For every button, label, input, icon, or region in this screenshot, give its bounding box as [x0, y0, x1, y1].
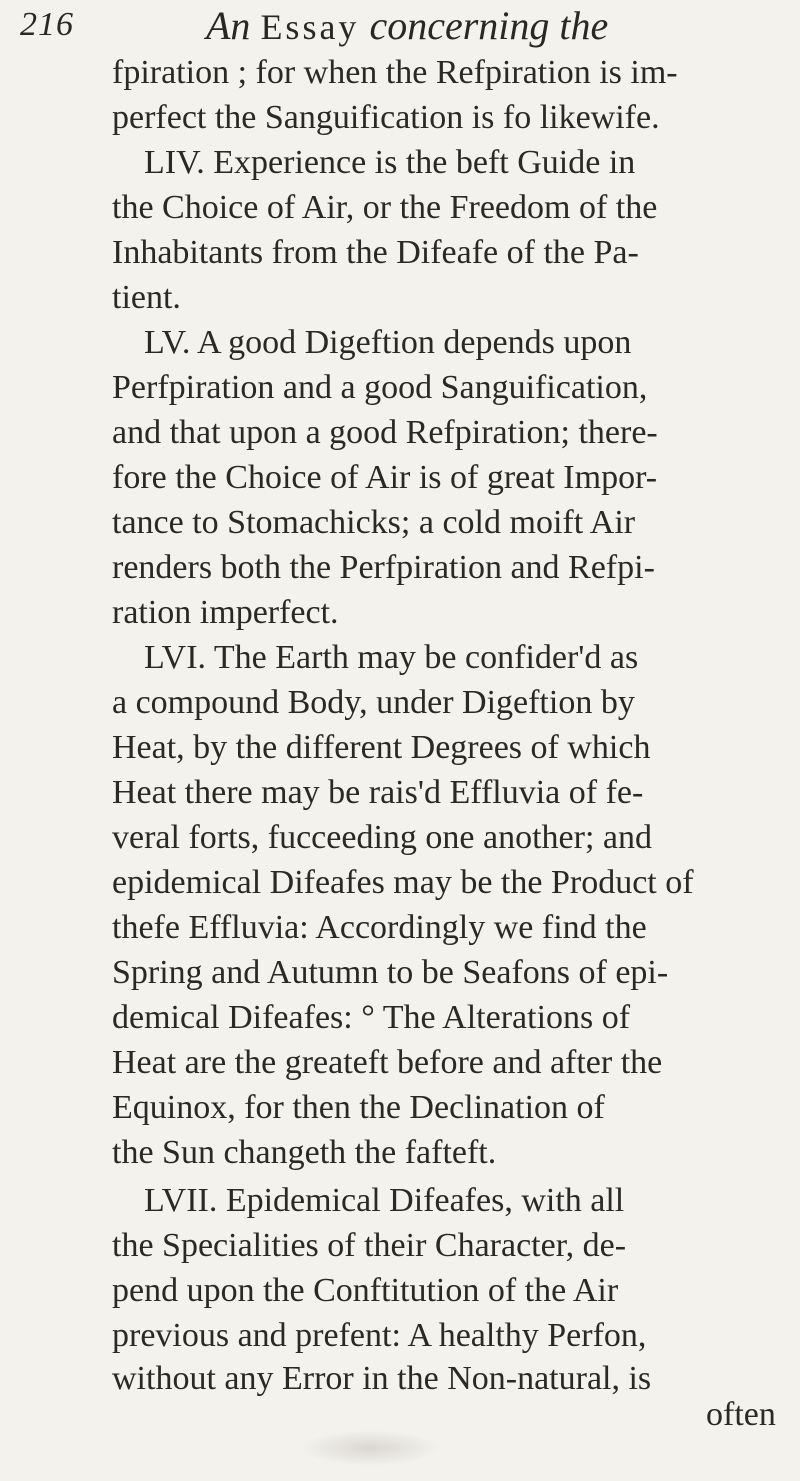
running-title — [206, 2, 608, 49]
text-line: LVII. Epidemical Difeafes, with all — [144, 1182, 625, 1219]
text-line: demical Difeafes: ° The Alterations of — [112, 999, 631, 1036]
text-line: the Sun changeth the fafteft. — [112, 1134, 497, 1171]
text-line: Heat are the greateft before and after the — [112, 1044, 663, 1081]
running-title-part-2: Essay — [260, 7, 360, 47]
text-line: fore the Choice of Air is of great Impor- — [112, 459, 658, 496]
text-line: without any Error in the Non-natural, is — [112, 1360, 652, 1397]
text-line: thefe Effluvia: Accordingly we find the — [112, 909, 647, 946]
text-line: veral forts, fucceeding one another; and — [112, 819, 652, 856]
text-line: perfect the Sanguification is fo likewife. — [112, 99, 660, 136]
text-line: renders both the Perfpiration and Refpi- — [112, 549, 655, 586]
text-line: ration imperfect. — [112, 594, 339, 631]
text-line: the Specialities of their Character, de- — [112, 1227, 627, 1264]
text-line: epidemical Difeafes may be the Product of — [112, 864, 694, 901]
text-line: Heat there may be rais'd Effluvia of fe- — [112, 774, 644, 811]
text-line: the Choice of Air, or the Freedom of the — [112, 189, 658, 226]
text-line: previous and prefent: A healthy Perfon, — [112, 1317, 647, 1354]
text-line: Inhabitants from the Difeafe of the Pa- — [112, 234, 639, 271]
text-line: LIV. Experience is the beft Guide in — [144, 144, 636, 181]
text-line: LV. A good Digeftion depends upon — [144, 324, 632, 361]
running-title-part-1: An — [206, 3, 251, 48]
text-line: a compound Body, under Digeftion by — [112, 684, 635, 721]
page-blemish — [300, 1430, 440, 1466]
catchword: often — [706, 1396, 776, 1433]
running-title-part-3: concerning the — [369, 3, 609, 48]
text-line: Equinox, for then the Declination of — [112, 1089, 605, 1126]
text-line: tance to Stomachicks; a cold moift Air — [112, 504, 636, 541]
text-line: pend upon the Conftitution of the Air — [112, 1272, 619, 1309]
text-line: Perfpiration and a good Sanguification, — [112, 369, 648, 406]
text-line: fpiration ; for when the Refpiration is im- — [112, 54, 678, 91]
text-line: and that upon a good Refpiration; there- — [112, 414, 658, 451]
text-line: Spring and Autumn to be Seafons of epi- — [112, 954, 669, 991]
text-line: LVI. The Earth may be confider'd as — [144, 639, 639, 676]
text-line: Heat, by the different Degrees of which — [112, 729, 651, 766]
page-number: 216 — [20, 6, 74, 43]
running-head — [0, 2, 800, 52]
text-line: tient. — [112, 279, 181, 316]
